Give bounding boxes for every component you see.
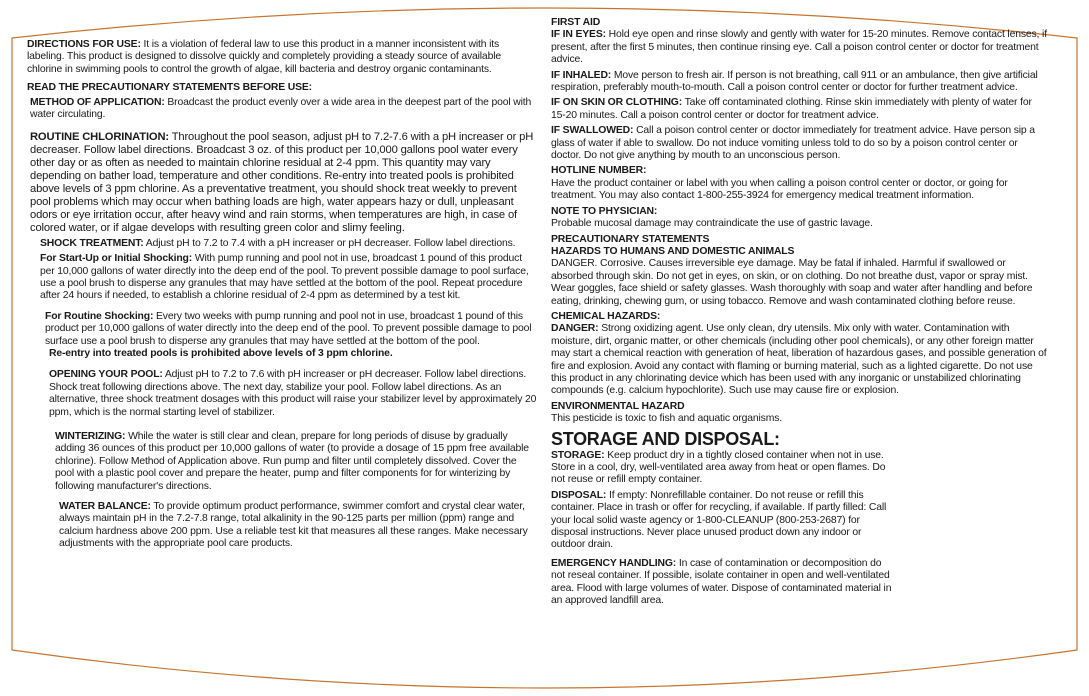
storage-text: STORAGE: Keep product dry in a tightly closed container when not in use. Store in a cool, dry, well-ventilated area away from heat or open flames. Do not reuse or refill empty container. (551, 449, 886, 486)
physician-text: Probable mucosal damage may contraindicate the use of gastric lavage. (551, 218, 873, 230)
first-aid-column (551, 17, 1047, 610)
if-on-skin: IF ON SKIN OR CLOTHING: Take off contaminated clothing. Rinse skin immediately with plenty of water for 15-20 minutes. Call a poison control center or doctor for treatment advice. (551, 97, 1032, 121)
routine-chlorination: ROUTINE CHLORINATION: Throughout the pool season, adjust pH to 7.2-7.6 with a pH increaser or pH decreaser. Follow label directions. Broadcast 3 oz. of this product per 10,000 gallons pool water every other day or as often as needed to maintain chlorine residual at 2-4 ppm. This quantity may vary depending on bather load, temperature and other conditions. Re-entry into treated pools is prohibited above levels of 3 ppm chlorine. As a preventative treatment, you should shock treat weekly to prevent pool problems which may occur when bathing loads are high, water appears hazy or dull, unpleasant odors or eye irritation occur, after heavy wind and rain storms, when temperatures are high, in case of colored water, or if algae develops with resulting green color and slimy feeling. (30, 131, 534, 234)
if-in-eyes: IF IN EYES: Hold eye open and rinse slowly and gently with water for 15-20 minutes. Remove contact lenses, if present, after the first 5 minutes, then continue rinsing eye. Call a poison control center or doctor for treatment advice. (551, 29, 1047, 66)
disposal-text: DISPOSAL: If empty: Nonrefillable container. Do not reuse or refill this container. Place in trash or offer for recycling, if available. If partly filled: Call your local solid waste agency or 1-800-CLEANUP (800-253-2687) for disposal instructions. Never place unused product down any indoor or outdoor drain. (551, 489, 887, 551)
hotline-heading: HOTLINE NUMBER: (551, 165, 647, 177)
storage-disposal-heading: STORAGE AND DISPOSAL: (551, 428, 780, 449)
physician-heading: NOTE TO PHYSICIAN: (551, 205, 658, 217)
if-inhaled: IF INHALED: Move person to fresh air. If person is not breathing, call 911 or an ambulance, then give artificial respiration, preferably mouth-to-mouth. Call a poison control center or doctor for further treatment advice. (551, 69, 1038, 94)
opening-your-pool: OPENING YOUR POOL: Adjust pH to 7.2 to 7.6 with pH increaser or pH decreaser. Follow label directions. Shock treat following directions above. The next day, stabilize your pool. Follow label directions. As an alternative, three shock treatment dosages with this product will raise your stabilizer level by approximately 20 ppm, which is the normal starting level of stabilizer. (49, 369, 537, 418)
routine-shocking: For Routine Shocking: Every two weeks with pump running and pool not in use, broadcast 1 pound of this product per 10,000 gallons of water directly into the deep end of the pool. To prevent possible damage to pool surface use a pool brush to disperse any granules that may have settled at the bottom of the pool. (45, 310, 532, 347)
if-swallowed: IF SWALLOWED: Call a poison control center or doctor immediately for treatment advice. Have person sip a glass of water if able to swallow. Do not induce vomiting unless told to do so by a poison control center or doctor. Do not give anything by mouth to an unconscious person. (551, 125, 1035, 162)
precautionary-heading: PRECAUTIONARY STATEMENTS (551, 233, 710, 245)
winterizing: WINTERIZING: While the water is still clear and clean, prepare for long periods of disuse by gradually adding 36 ounces of this product per 10,000 gallons of water (to provide a dosage of 15 ppm free available chlorine). Follow Method of Application above. Run pump and filter until completely dissolved. Cover the pool with a plastic pool cover and prepare the heater, pump and filter components for for winterizing by following manufacturer's directions. (55, 430, 529, 492)
directions-for-use: DIRECTIONS FOR USE: It is a violation of federal law to use this product in a manner inconsistent with its labeling. This product is designed to dissolve quickly and completely providing a steady source of available chlorine in swimming pools to control the growth of algae, kill bacteria and destroy organic contaminants. (27, 39, 501, 75)
hazards-text: DANGER. Corrosive. Causes irreversible eye damage. May be fatal if inhaled. Harmful if swallowed or absorbed through skin. Do not get in eyes, on skin, or on clothing. Do not breathe dust, vapor or spray mist. Wear goggles, face shield or safety glasses. Wash thoroughly with soap and water after handling and before eating, drinking, chewing gum, or using tobacco. Remove and wash contaminated clothing before reuse. (551, 258, 1033, 307)
emergency-handling-text: EMERGENCY HANDLING: In case of contamination or decomposition do not reseal container. If possible, isolate container in open and well-ventilated area. Flood with large volumes of water. Dispose of contaminated material in an approved landfill area. (551, 557, 892, 607)
environmental-heading: ENVIRONMENTAL HAZARD (551, 400, 685, 412)
chemical-hazards-text: DANGER: Strong oxidizing agent. Use only clean, dry utensils. Mix only with water. Contamination with moisture, dirt, organic matter, or other chemicals (including other pool chemicals), or any other foreign matter may start a chemical reaction with generation of heat, liberation of hazardous gases, and possible generation of fire and explosion. Avoid any contact with flaming or burning material, such as a lighted cigarette. Do not use this product in any chlorinating device which has been used with any inorganic or unstabilized chlorinating compounds (e.g. calcium hypochlorite). Such use may cause fire or explosion. (551, 323, 1047, 397)
hazards-heading: HAZARDS TO HUMANS AND DOMESTIC ANIMALS (551, 245, 795, 257)
environmental-text: This pesticide is toxic to fish and aquatic organisms. (551, 413, 782, 425)
method-of-application: METHOD OF APPLICATION: Broadcast the product evenly over a wide area in the deepest part of the pool with water circulating. (30, 96, 532, 121)
directions-column (27, 39, 537, 557)
start-up-shocking: For Start-Up or Initial Shocking: With pump running and pool not in use, broadcast 1 pound of this product per 10,000 gallons of water directly into the deep end of the pool. To prevent possible damage to pool surface, use a pool brush to disperse any granules that may have settled at the bottom of the pool. Repeat procedure after 24 hours if needed, to establish a chlorine residual of 2-4 ppm as determined by a test kit. (40, 253, 529, 302)
first-aid-heading: FIRST AID (551, 17, 601, 28)
reentry-warning: Re-entry into treated pools is prohibited above levels of 3 ppm chlorine. (49, 347, 393, 359)
shock-treatment: SHOCK TREATMENT: Adjust pH to 7.2 to 7.4 with a pH increaser or pH decreaser. Follow label directions. (40, 237, 516, 249)
hotline-text: Have the product container or label with you when calling a poison control center or doctor, or going for treatment. You may also contact 1-800-255-3924 for emergency medical treatment information. (551, 177, 1008, 202)
read-precautions-heading: READ THE PRECAUTIONARY STATEMENTS BEFORE USE: (27, 82, 312, 94)
water-balance: WATER BALANCE: To provide optimum product performance, swimmer comfort and crystal clear water, always maintain pH in the 7.2-7.8 range, total alkalinity in the 90-125 parts per million (ppm) range and calcium hardness above 200 ppm. Use a reliable test kit that measures all these ranges. Make necessary adjustments with the appropriate pool care products. (59, 501, 528, 550)
chemical-hazards-heading: CHEMICAL HAZARDS: (551, 310, 661, 322)
